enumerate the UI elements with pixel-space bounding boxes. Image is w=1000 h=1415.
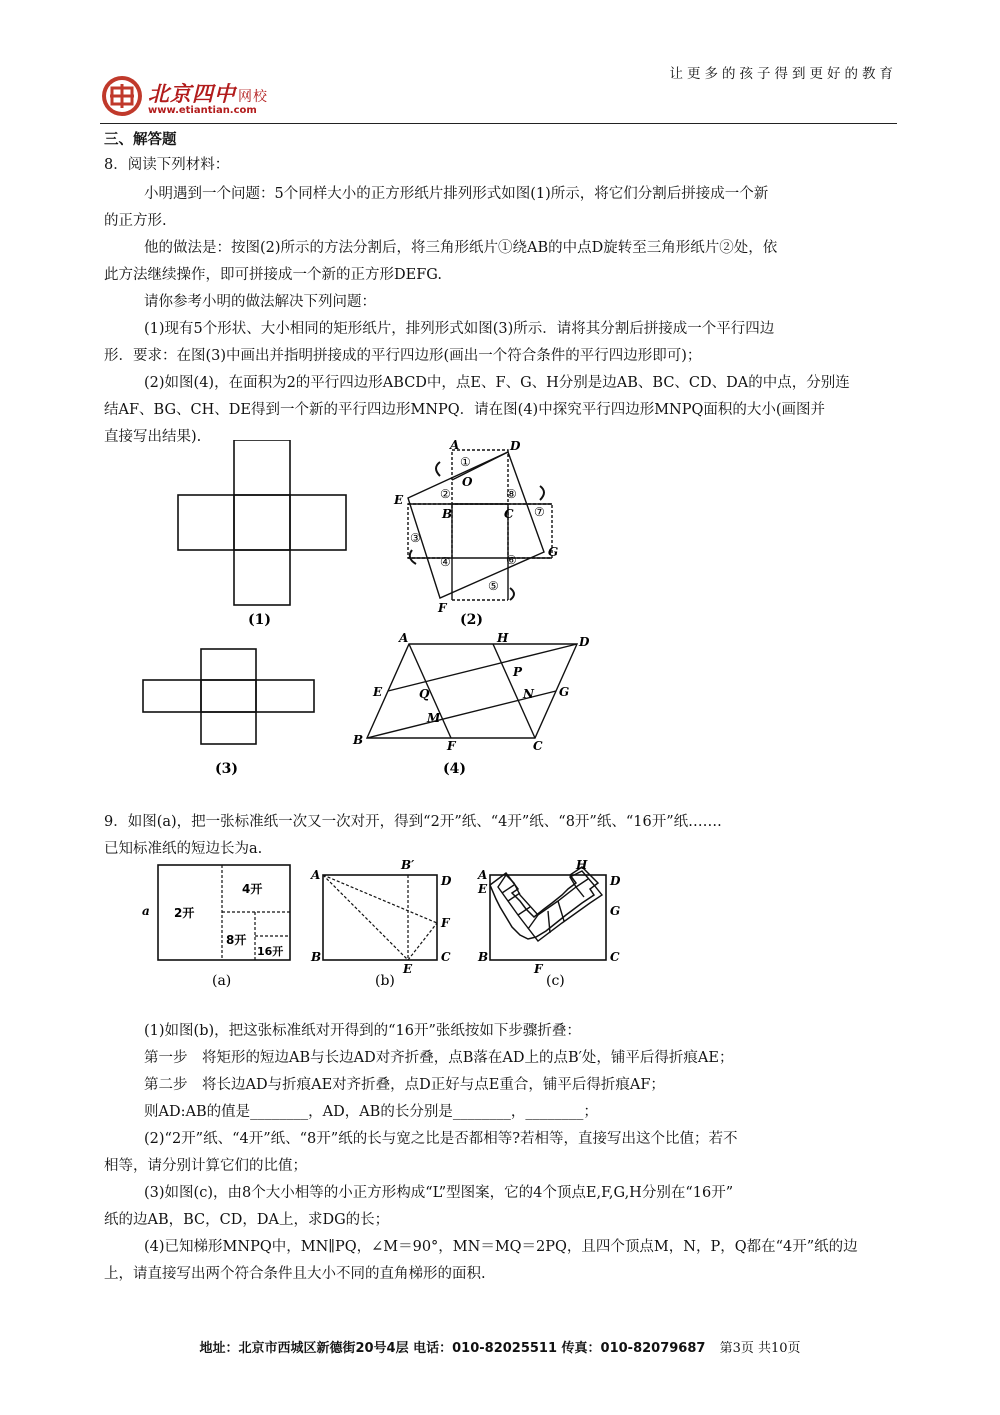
svg-text:A: A (478, 868, 488, 882)
svg-text:B: B (311, 950, 322, 964)
svg-text:N: N (523, 687, 534, 701)
svg-text:⑤: ⑤ (488, 579, 499, 593)
q8-line: (1)现有5个形状、大小相同的矩形纸片，排列形式如图(3)所示．请将其分割后拼接成一个平行四边 (144, 321, 775, 337)
svg-text:G: G (548, 545, 559, 559)
figure-a (138, 855, 298, 995)
section-title: 三、解答题 (104, 131, 177, 148)
svg-text:P: P (513, 665, 523, 679)
svg-text:Q: Q (419, 687, 430, 701)
figure-4-caption: (4) (443, 761, 466, 777)
svg-text:F: F (534, 962, 543, 976)
svg-text:G: G (559, 685, 570, 699)
svg-text:C: C (441, 950, 451, 964)
figure-3 (135, 645, 315, 785)
svg-text:F: F (447, 739, 456, 753)
svg-text:③: ③ (410, 531, 421, 545)
q9-line: 则AD:AB的值是________，AD，AB的长分别是________，________； (144, 1104, 598, 1120)
q9-line: 上，请直接写出两个符合条件且大小不同的直角梯形的面积. (104, 1266, 486, 1282)
q9-line: 已知标准纸的短边长为a. (104, 841, 263, 857)
figure-c (472, 855, 642, 995)
q9-line: 纸的边AB，BC，CD，DA上，求DG的长； (104, 1212, 390, 1228)
figure-a-caption: (a) (212, 973, 232, 989)
svg-text:E: E (403, 962, 413, 976)
svg-text:B: B (478, 950, 489, 964)
q8-line: 小明遇到一个问题：5个同样大小的正方形纸片排列形式如图(1)所示，将它们分割后拼接成一个新 (144, 186, 769, 202)
svg-text:B′: B′ (401, 858, 415, 872)
svg-text:16开: 16开 (257, 945, 284, 958)
figure-2 (390, 440, 570, 630)
svg-text:F: F (441, 916, 450, 930)
logo-name: 北京四中 网校 (148, 82, 268, 106)
footer-address: 地址：北京市西城区新德街20号4层 电话：010-82025511 传真：010-82079687 (199, 1341, 706, 1356)
svg-text:a: a (142, 904, 150, 918)
svg-text:⑧: ⑧ (506, 487, 517, 501)
svg-text:D: D (510, 440, 521, 453)
svg-text:②: ② (440, 487, 451, 501)
figure-2-caption: (2) (460, 612, 483, 628)
figure-1-caption: (1) (248, 612, 271, 628)
svg-text:④: ④ (440, 555, 451, 569)
q9-line: 9．如图(a)，把一张标准纸一次又一次对开，得到“2开”纸、“4开”纸、“8开”纸、“16开”纸……. (104, 814, 722, 830)
q8-line: 的正方形. (104, 213, 167, 229)
q8-line: 此方法继续操作，即可拼接成一个新的正方形DEFG. (104, 267, 442, 283)
q8-line: 结AF、BG、CH、DE得到一个新的平行四边形MNPQ．请在图(4)中探究平行四边形MNPQ面积的大小(画图并 (104, 402, 826, 418)
svg-text:D: D (441, 874, 452, 888)
q9-line: (1)如图(b)，把这张标准纸对开得到的“16开”张纸按如下步骤折叠： (144, 1023, 581, 1039)
svg-text:F: F (438, 601, 447, 615)
svg-text:C: C (533, 739, 543, 753)
figure-1 (170, 440, 370, 630)
svg-text:⑦: ⑦ (534, 505, 545, 519)
figure-c-caption: (c) (546, 973, 565, 989)
q8-line: 形．要求：在图(3)中画出并指明拼接成的平行四边形(画出一个符合条件的平行四边形即可)； (104, 348, 702, 364)
q9-line: (4)已知梯形MNPQ中，MN∥PQ，∠M＝90°，MN＝MQ＝2PQ，且四个顶点M，N，P，Q都在“4开”纸的边 (144, 1239, 858, 1255)
q9-line: 第二步 将长边AD与折痕AE对齐折叠，点D正好与点E重合，铺平后得折痕AF； (144, 1077, 665, 1093)
svg-text:8开: 8开 (226, 933, 247, 947)
q9-line: 相等，请分别计算它们的比值； (104, 1158, 307, 1174)
q9-line: (2)“2开”纸、“4开”纸、“8开”纸的长与宽之比是否都相等?若相等，直接写出这个比值；若不 (144, 1131, 738, 1147)
header-slogan: 让更多的孩子得到更好的教育 (669, 66, 897, 82)
svg-text:B: B (353, 733, 364, 747)
svg-text:⑥: ⑥ (506, 553, 517, 567)
svg-text:①: ① (460, 455, 471, 469)
svg-text:A: A (311, 868, 321, 882)
q8-line: 直接写出结果). (104, 429, 202, 445)
svg-text:E: E (394, 493, 404, 507)
svg-text:G: G (610, 904, 621, 918)
figure-4 (345, 630, 595, 780)
svg-text:C: C (610, 950, 620, 964)
q8-line: 请你参考小明的做法解决下列问题： (144, 294, 376, 310)
header-divider (100, 123, 897, 124)
school-seal-icon (100, 74, 144, 118)
logo-url: www.etiantian.com (148, 105, 257, 116)
svg-text:H: H (576, 858, 588, 872)
svg-text:D: D (610, 874, 621, 888)
q8-line: (2)如图(4)，在面积为2的平行四边形ABCD中，点E、F、G、H分别是边AB、BC、CD、DA的中点，分别连 (144, 375, 850, 391)
svg-text:C: C (504, 507, 514, 521)
svg-text:E: E (373, 685, 383, 699)
logo (100, 74, 290, 120)
q9-line: (3)如图(c)，由8个大小相等的小正方形构成“L”型图案，它的4个顶点E,F,G,H分别在“16开” (144, 1185, 734, 1201)
q8-line: 8．阅读下列材料： (104, 157, 230, 173)
svg-text:E: E (478, 882, 488, 896)
svg-text:A: A (450, 440, 460, 452)
svg-text:2开: 2开 (174, 906, 195, 920)
figure-b-caption: (b) (375, 973, 395, 989)
svg-text:A: A (399, 631, 409, 645)
figure-b (303, 855, 463, 995)
q8-line: 他的做法是：按图(2)所示的方法分割后，将三角形纸片①绕AB的中点D旋转至三角形纸片②处，依 (144, 240, 778, 256)
footer (0, 1337, 1000, 1356)
svg-text:M: M (427, 711, 441, 725)
svg-text:B: B (442, 507, 453, 521)
svg-text:D: D (579, 635, 590, 649)
q9-line: 第一步 将矩形的短边AB与长边AD对齐折叠，点B落在AD上的点B′处，铺平后得折痕AE； (144, 1050, 734, 1066)
svg-text:4开: 4开 (242, 882, 263, 896)
svg-text:O: O (462, 475, 473, 489)
figure-3-caption: (3) (215, 761, 238, 777)
page-number: 第3页 共10页 (719, 1341, 801, 1356)
svg-text:H: H (497, 631, 509, 645)
